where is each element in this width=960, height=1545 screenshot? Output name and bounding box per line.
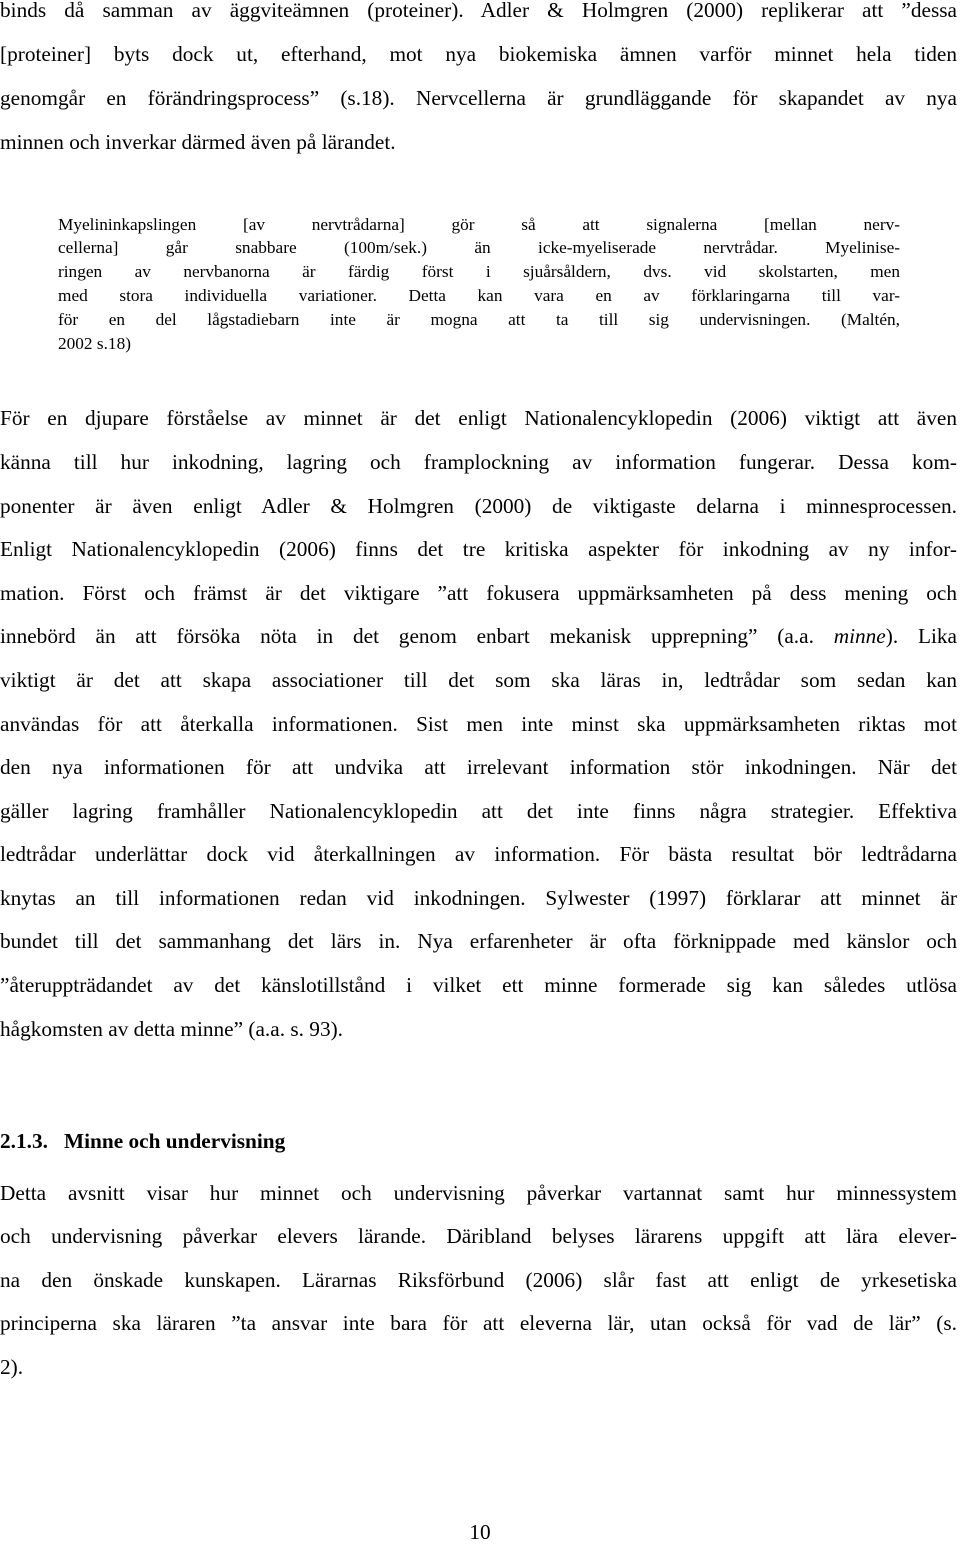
text-line: Enligt Nationalencyklopedin (2006) finns det tre kritiska aspekter för inkodning av ny infor- bbox=[0, 537, 957, 561]
text-line: ”återuppträdandet av det känslotillstånd i vilket ett minne formerade sig kan således utlösa bbox=[0, 973, 957, 997]
text-line: [proteiner] byts dock ut, efterhand, mot nya biokemiska ämnen varför minnet hela tiden bbox=[0, 42, 957, 66]
text-line-with-emphasis bbox=[0, 623, 957, 649]
text-line: genomgår en förändringsprocess” (s.18). Nervcellerna är grundläggande för skapandet av nya bbox=[0, 86, 957, 110]
text-line: För en djupare förståelse av minnet är det enligt Nationalencyklopedin (2006) viktigt att även bbox=[0, 406, 957, 430]
quote-line: Myelininkapslingen [av nervtrådarna] gör så att signalerna [mellan nerv- bbox=[58, 215, 900, 234]
text-line: minnen och inverkar därmed även på lärandet. bbox=[0, 130, 396, 154]
text-segment: innebörd än att försöka nöta in det genom enbart mekanisk upprepning” (a.a. bbox=[0, 624, 834, 648]
text-line: den nya informationen för att undvika att irrelevant information stör inkodningen. När det bbox=[0, 755, 957, 779]
quote-line: 2002 s.18) bbox=[58, 334, 131, 353]
quote-line: ringen av nervbanorna är färdig först i sjuårsåldern, dvs. vid skolstarten, men bbox=[58, 262, 900, 281]
text-line: principerna ska läraren ”ta ansvar inte bara för att eleverna lär, utan också för vad de lär” (s. bbox=[0, 1311, 957, 1335]
text-line: känna till hur inkodning, lagring och framplockning av information fungerar. Dessa kom- bbox=[0, 450, 957, 474]
text-line: och undervisning påverkar elevers lärande. Däribland belyses lärarens uppgift att lära elever- bbox=[0, 1224, 957, 1248]
section-heading bbox=[0, 1128, 285, 1154]
text-line: 2). bbox=[0, 1355, 24, 1379]
quote-line: cellerna] går snabbare (100m/sek.) än icke-myeliserade nervtrådar. Myelinise- bbox=[58, 238, 900, 257]
quote-line: för en del lågstadiebarn inte är mogna att ta till sig undervisningen. (Maltén, bbox=[58, 310, 900, 329]
section-title: Minne och undervisning bbox=[64, 1129, 286, 1153]
emphasized-word: minne bbox=[833, 624, 886, 648]
text-line: Detta avsnitt visar hur minnet och undervisning påverkar vartannat samt hur minnessystem bbox=[0, 1181, 957, 1205]
text-line: mation. Först och främst är det viktigare ”att fokusera uppmärksamheten på dess mening och bbox=[0, 581, 957, 605]
text-line: viktigt är det att skapa associationer till det som ska läras in, ledtrådar som sedan kan bbox=[0, 668, 957, 692]
text-line: gäller lagring framhåller Nationalencyklopedin att det inte finns några strategier. Effektiva bbox=[0, 799, 957, 823]
text-line: ledtrådar underlättar dock vid återkallningen av information. För bästa resultat bör ledtrådarna bbox=[0, 842, 957, 866]
text-line: hågkomsten av detta minne” (a.a. s. 93). bbox=[0, 1017, 344, 1041]
text-segment: ). Lika bbox=[885, 624, 957, 648]
quote-line: med stora individuella variationer. Detta kan vara en av förklaringarna till var- bbox=[58, 286, 900, 305]
text-line: ponenter är även enligt Adler & Holmgren (2000) de viktigaste delarna i minnesprocessen. bbox=[0, 494, 957, 518]
text-line: knytas an till informationen redan vid inkodningen. Sylwester (1997) förklarar att minnet är bbox=[0, 886, 957, 910]
text-line: bundet till det sammanhang det lärs in. Nya erfarenheter är ofta förknippade med känslor och bbox=[0, 929, 957, 953]
text-line: användas för att återkalla informationen. Sist men inte minst ska uppmärksamheten riktas mot bbox=[0, 712, 957, 736]
text-line: binds då samman av äggviteämnen (proteiner). Adler & Holmgren (2000) replikerar att ”dessa bbox=[0, 0, 957, 22]
page-number: 10 bbox=[469, 1520, 491, 1544]
text-line: na den önskade kunskapen. Lärarnas Riksförbund (2006) slår fast att enligt de yrkesetiska bbox=[0, 1268, 957, 1292]
section-number: 2.1.3. bbox=[0, 1129, 48, 1153]
